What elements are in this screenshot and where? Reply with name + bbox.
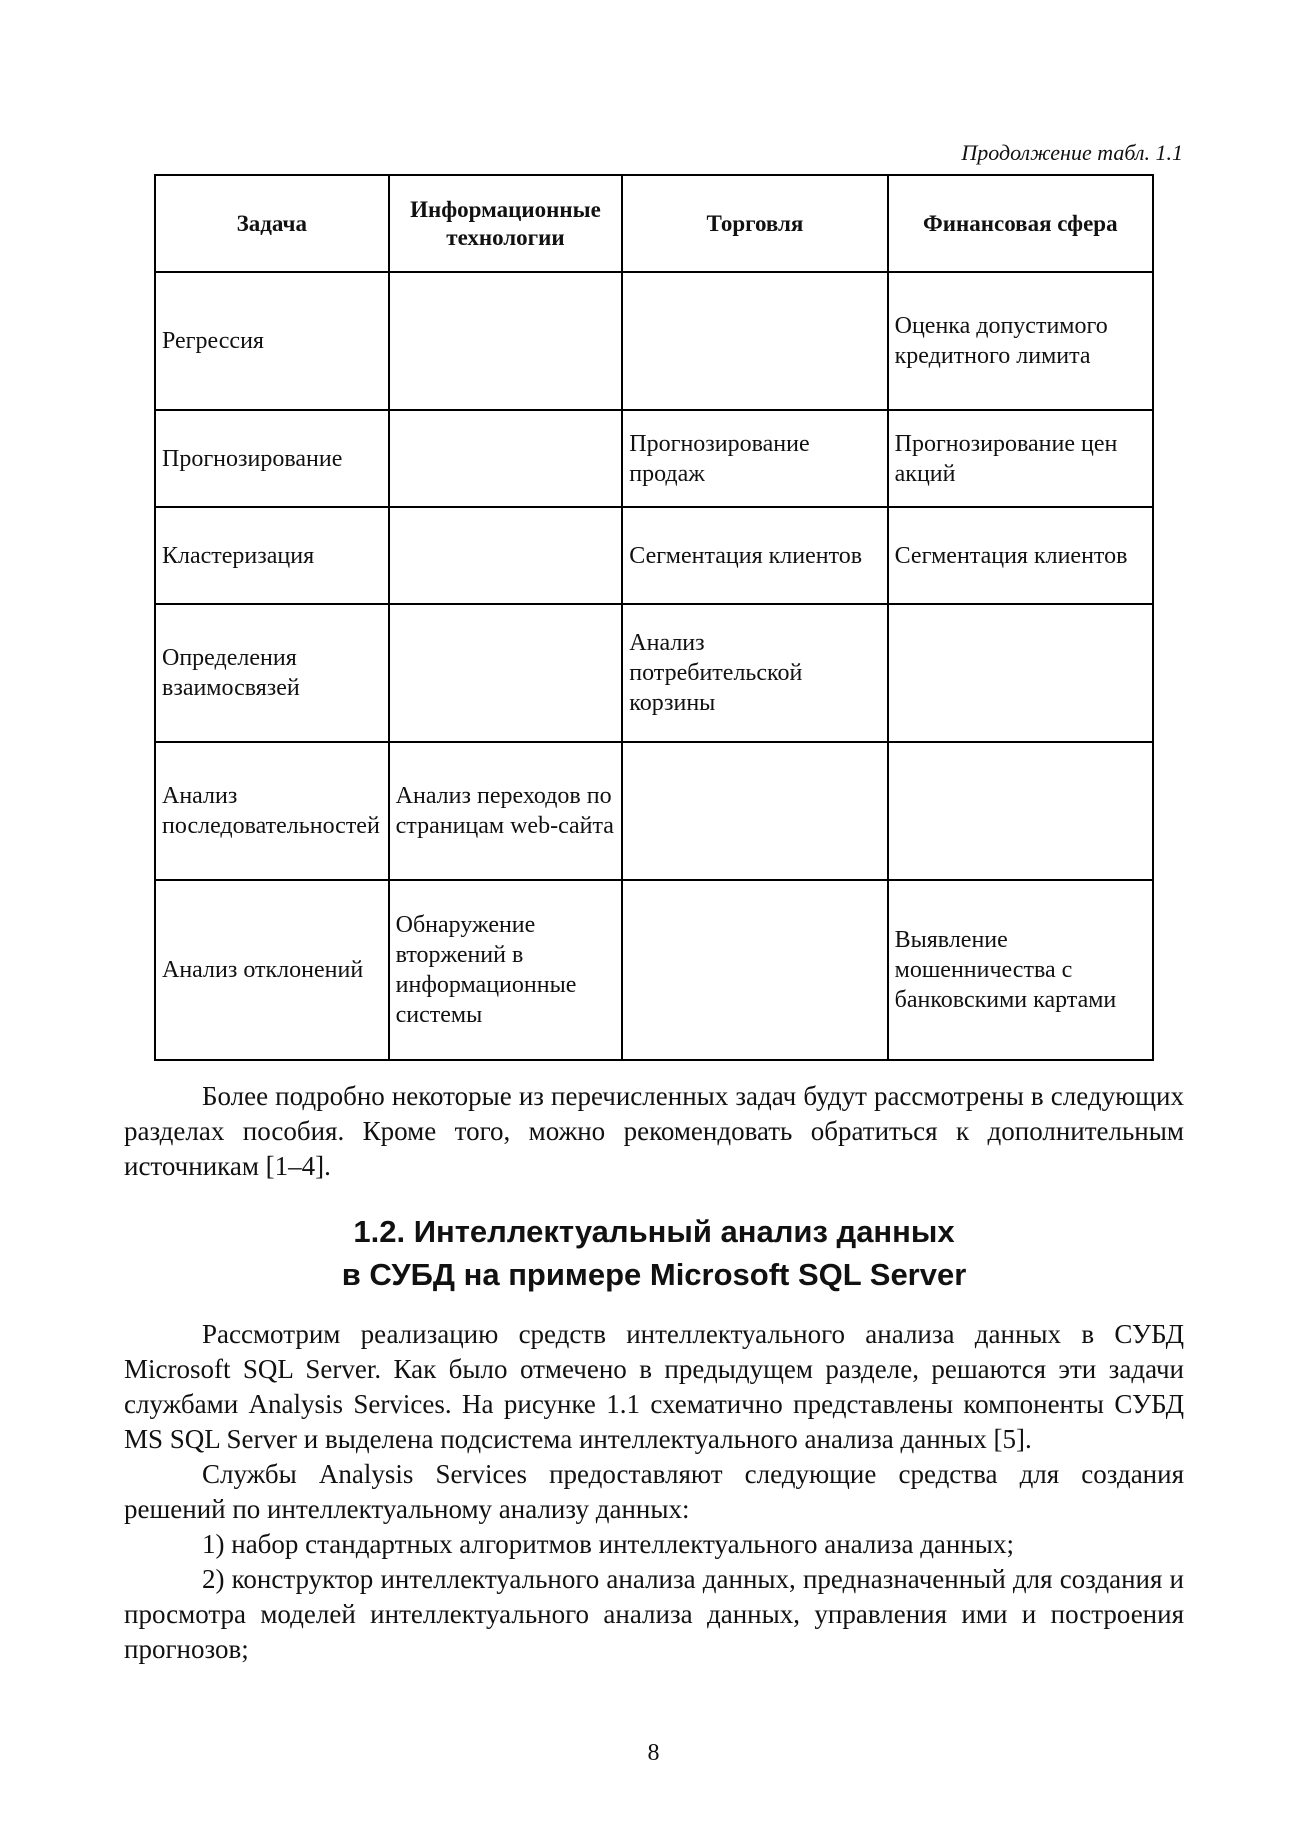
section-heading-line-2: в СУБД на примере Microsoft SQL Server: [341, 1257, 967, 1292]
table-header-row: [155, 175, 1153, 272]
paragraph-after-table: Более подробно некоторые из перечисленных задач будут рассмотрены в следующих разделах пособия. Кроме того, можно рекомендовать обратиться к дополнительным источникам [1–4].: [124, 1081, 1184, 1181]
table-row: [155, 604, 1153, 742]
table-cell: [622, 880, 887, 1060]
table-cell: Выявление мошенничества с банковскими картами: [888, 880, 1153, 1060]
table-cell: Оценка допустимого кредитного лимита: [888, 272, 1153, 410]
data-mining-tasks-table: [154, 174, 1154, 1061]
table-cell: [622, 742, 887, 880]
paragraph: Рассмотрим реализацию средств интеллектуального анализа данных в СУБД Microsoft SQL Server. Как было отмечено в предыдущем разделе, решаются эти задачи службами Analysis Services. На рисунке 1.1 схематично представлены компоненты СУБД MS SQL Server и выделена подсистема интеллектуального анализа данных [5].: [124, 1319, 1184, 1454]
table-cell: [389, 604, 623, 742]
table-cell: [389, 507, 623, 604]
header-task: Задача: [155, 175, 389, 272]
table-cell: Сегментация клиентов: [622, 507, 887, 604]
table-row: [155, 507, 1153, 604]
section-body: [124, 1317, 1184, 1667]
table-cell: Регрессия: [155, 272, 389, 410]
page-number: 8: [647, 1740, 660, 1766]
paragraph: Службы Analysis Services предоставляют следующие средства для создания решений по интеллектуальному анализу данных:: [124, 1459, 1184, 1524]
table-cell: [389, 272, 623, 410]
table-cell: Прогнозирование продаж: [622, 410, 887, 507]
table-cell: Прогнозирование цен акций: [888, 410, 1153, 507]
table-cell: Анализ последовательностей: [155, 742, 389, 880]
table-cell: Кластеризация: [155, 507, 389, 604]
table-cell: [389, 410, 623, 507]
list-item: 2) конструктор интеллектуального анализа данных, предназначенный для создания и просмотра моделей интеллектуального анализа данных, управления ими и построения прогнозов;: [124, 1564, 1184, 1664]
table-cell: [888, 604, 1153, 742]
table-cell: [622, 272, 887, 410]
table-cell: Анализ отклонений: [155, 880, 389, 1060]
table-row: [155, 410, 1153, 507]
table-row: [155, 742, 1153, 880]
table-cell: Сегментация клиентов: [888, 507, 1153, 604]
table-cell: Обнаружение вторжений в информационные системы: [389, 880, 623, 1060]
table-continuation-caption: Продолжение табл. 1.1: [961, 140, 1183, 165]
table-cell: [888, 742, 1153, 880]
header-it: Информационные технологии: [389, 175, 623, 272]
list-item: 1) набор стандартных алгоритмов интеллектуального анализа данных;: [202, 1529, 1014, 1559]
header-finance: Финансовая сфера: [888, 175, 1153, 272]
header-trade: Торговля: [622, 175, 887, 272]
table-row: [155, 880, 1153, 1060]
table-row: [155, 272, 1153, 410]
section-heading: [124, 1210, 1184, 1296]
table-cell: Анализ переходов по страницам web-сайта: [389, 742, 623, 880]
table-cell: Анализ потребительской корзины: [622, 604, 887, 742]
table-cell: Определения взаимосвязей: [155, 604, 389, 742]
section-heading-line-1: 1.2. Интеллектуальный анализ данных: [353, 1214, 955, 1249]
table-cell: Прогнозирование: [155, 410, 389, 507]
